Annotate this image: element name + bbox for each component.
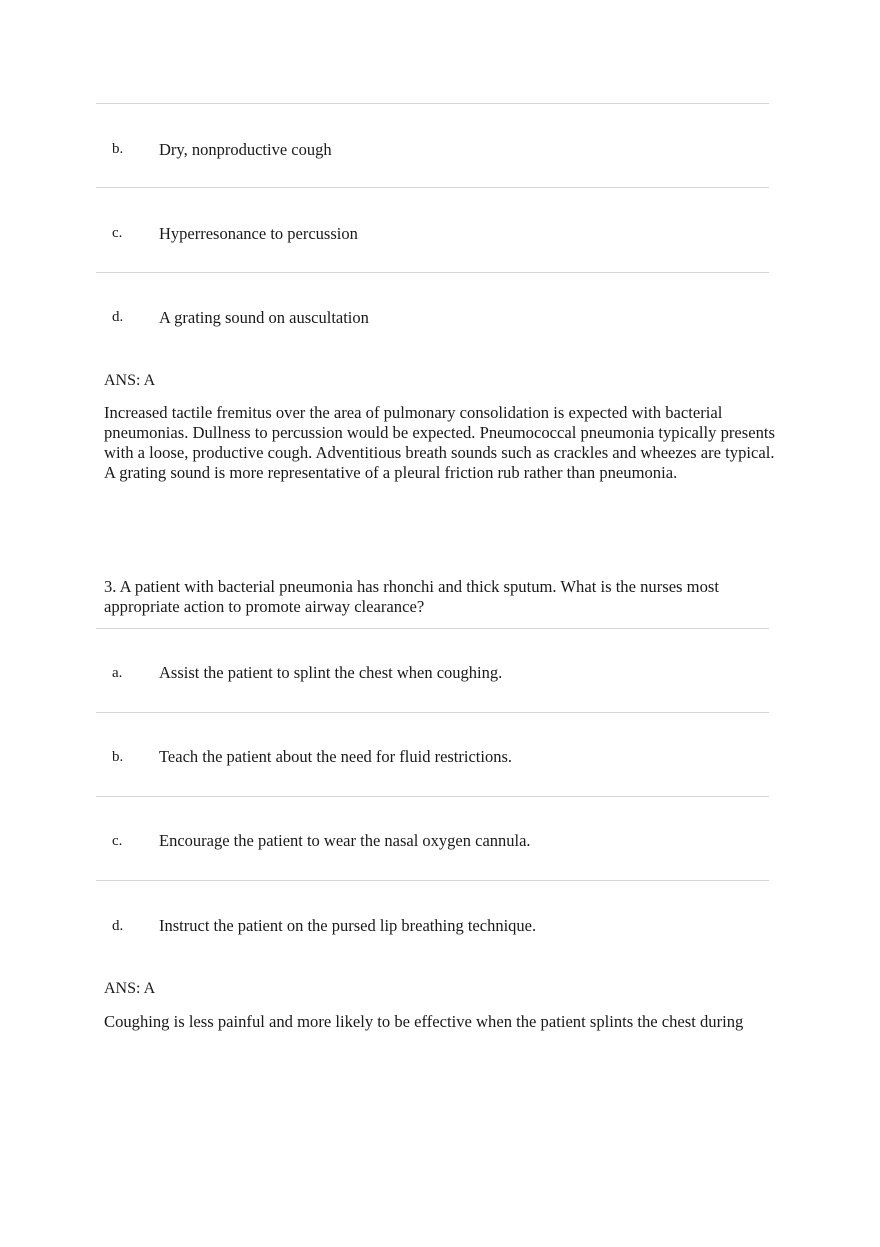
divider [96, 272, 769, 273]
option-letter-b: b. [112, 141, 124, 157]
option-letter-a: a. [112, 665, 123, 681]
divider [96, 628, 769, 629]
option-text-b: Dry, nonproductive cough [159, 140, 332, 159]
option-text-d: A grating sound on auscultation [159, 308, 369, 327]
divider [96, 187, 769, 188]
divider [96, 880, 769, 881]
question-stem: 3. A patient with bacterial pneumonia has rhonchi and thick sputum. What is the nurses most appropriate action to promote airway clearance? [104, 577, 719, 616]
answer-label: ANS: A [104, 372, 156, 389]
option-text-d: Instruct the patient on the pursed lip breathing technique. [159, 916, 537, 935]
option-letter-d: d. [112, 918, 124, 934]
option-text-a: Assist the patient to splint the chest when coughing. [159, 663, 503, 682]
divider [96, 712, 769, 713]
option-text-c: Encourage the patient to wear the nasal oxygen cannula. [159, 831, 531, 850]
option-letter-c: c. [112, 833, 123, 849]
divider [96, 796, 769, 797]
answer-label: ANS: A [104, 980, 156, 997]
option-text-b: Teach the patient about the need for fluid restrictions. [159, 747, 513, 766]
rationale-paragraph: Increased tactile fremitus over the area of pulmonary consolidation is expected with bacterial pneumonias. Dullness to percussion would be expected. Pneumococcal pneumonia typically presents with a loose, productive cough. Adventitious breath sounds such as crackles and wheezes are typical. A grating sound is more representative of a pleural friction rub rather than pneumonia. [104, 403, 775, 482]
option-letter-d: d. [112, 309, 124, 325]
divider [96, 103, 769, 104]
option-text-c: Hyperresonance to percussion [159, 224, 358, 243]
rationale-paragraph: Coughing is less painful and more likely to be effective when the patient splints the chest during [104, 1012, 744, 1031]
option-letter-b: b. [112, 749, 124, 765]
option-letter-c: c. [112, 225, 123, 241]
